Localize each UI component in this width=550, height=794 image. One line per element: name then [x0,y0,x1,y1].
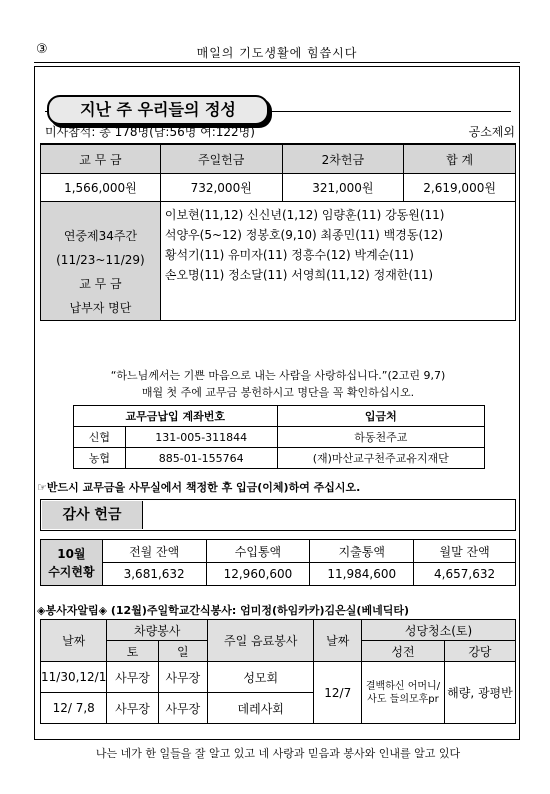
vol-sun-header: 일 [158,641,207,662]
audit-offering-box [40,499,516,531]
account-table [73,405,485,469]
monthly-value: 3,681,632 [102,563,206,586]
offering-value: 1,566,000원 [41,174,161,202]
table-row [74,427,485,448]
payee: (재)마산교구천주교유지재단 [277,448,484,469]
donor-list: 이보현(11,12) 신신년(1,12) 임량훈(11) 강동원(11) 석양우(5~12) 정봉호(9,10) 최종민(11) 백경동(12) 황석기(11) 유미자(11) 정흥수(12) 박계순(11) 손오명(11) 정소달(11) 서영희(11,12) 정재한(11) [160,202,515,321]
offering-table [40,143,516,321]
monthly-label-month: 10월 [57,546,86,561]
verse-line: “하느님께서는 기쁜 마음으로 내는 사람을 사랑하십니다.”(2고린 9,7) [110,369,446,382]
vol-sanctuary-header: 성전 [362,641,445,662]
payee: 하동천주교 [277,427,484,448]
audit-offering-label: 감사 헌금 [42,501,143,529]
vol-hall-header: 강당 [444,641,515,662]
vol-date: 11/30,12/1 [41,662,107,693]
vol-sat-header: 토 [107,641,158,662]
attendance-note: 공소제외 [468,125,515,139]
account-header: 입금처 [277,406,484,427]
donor-label-line: 납부자 명단 [69,301,132,315]
donor-label-line: 교 무 금 [79,277,122,291]
vol-sun: 사무장 [158,693,207,724]
attendance-text: 미사참석: 총 178명(남:56명 여:122명) [45,125,255,139]
offering-value: 732,000원 [160,174,282,202]
vol-drink-header: 주일 음료봉사 [208,620,314,662]
page-number: ③ [36,42,48,57]
content-frame [34,66,520,760]
monthly-header: 지출통액 [310,540,414,563]
clean-hall: 해량, 광평반 [444,662,515,724]
vol-date-header: 날짜 [41,620,107,662]
donor-list-label [41,202,161,321]
monthly-value: 12,960,600 [206,563,310,586]
bulletin-page [34,40,520,760]
donor-label-line: 연중제34주간 [63,229,138,243]
monthly-header: 수입통액 [206,540,310,563]
monthly-balance-table [40,539,516,586]
donor-label-line: (11/23~11/29) [56,253,145,267]
clean-date: 12/7 [314,662,362,724]
vol-clean-header: 성당청소(토) [362,620,516,641]
footer-verse: 나는 네가 한 일들을 잘 알고 있고 네 사랑과 믿음과 봉사와 인내를 알고 있다 [95,747,461,760]
offering-value: 2,619,000원 [404,174,516,202]
offering-header: 교 무 금 [41,144,161,174]
bank-name: 농협 [74,448,126,469]
monthly-value: 4,657,632 [414,563,516,586]
monthly-label [41,540,103,586]
volunteer-heading: ◈봉사자알림◈ (12월)주일학교간식봉사: 엄미정(하임카카)김은실(베네딕타) [37,604,409,617]
vol-sun: 사무장 [158,662,207,693]
section-title: 지난 주 우리들의 정성 [47,95,269,125]
vol-sat: 사무장 [107,693,158,724]
scripture-verse [35,367,521,401]
vol-vehicle-header: 차량봉사 [107,620,208,641]
monthly-label-text: 수지현황 [48,564,95,579]
table-row [41,662,516,693]
vol-sat: 사무장 [107,662,158,693]
vol-drink: 데레사회 [208,693,314,724]
bank-name: 신협 [74,427,126,448]
account-header: 교무금납입 계좌번호 [74,406,278,427]
offering-header: 주일헌금 [160,144,282,174]
deposit-notice: ☞반드시 교무금을 사무실에서 책정한 후 입금(이체)하여 주십시오. [37,481,361,494]
monthly-value: 11,984,600 [310,563,414,586]
page-header [34,40,520,63]
header-motto: 매일의 기도생활에 힘씁시다 [196,46,358,60]
account-number: 885-01-155764 [125,448,277,469]
verse-line: 매월 첫 주에 교무금 봉헌하시고 명단을 꼭 확인하십시오. [141,386,415,399]
clean-sanctuary: 결백하신 어머니/사도 들의모후pr [362,662,445,724]
monthly-header: 전월 잔액 [102,540,206,563]
vol-date: 12/ 7,8 [41,693,107,724]
vol-date2-header: 날짜 [314,620,362,662]
offering-value: 321,000원 [282,174,404,202]
table-row [74,448,485,469]
vol-drink: 성모회 [208,662,314,693]
account-number: 131-005-311844 [125,427,277,448]
volunteer-table [40,619,516,724]
offering-header: 2차헌금 [282,144,404,174]
monthly-header: 월말 잔액 [414,540,516,563]
offering-header: 합 계 [404,144,516,174]
